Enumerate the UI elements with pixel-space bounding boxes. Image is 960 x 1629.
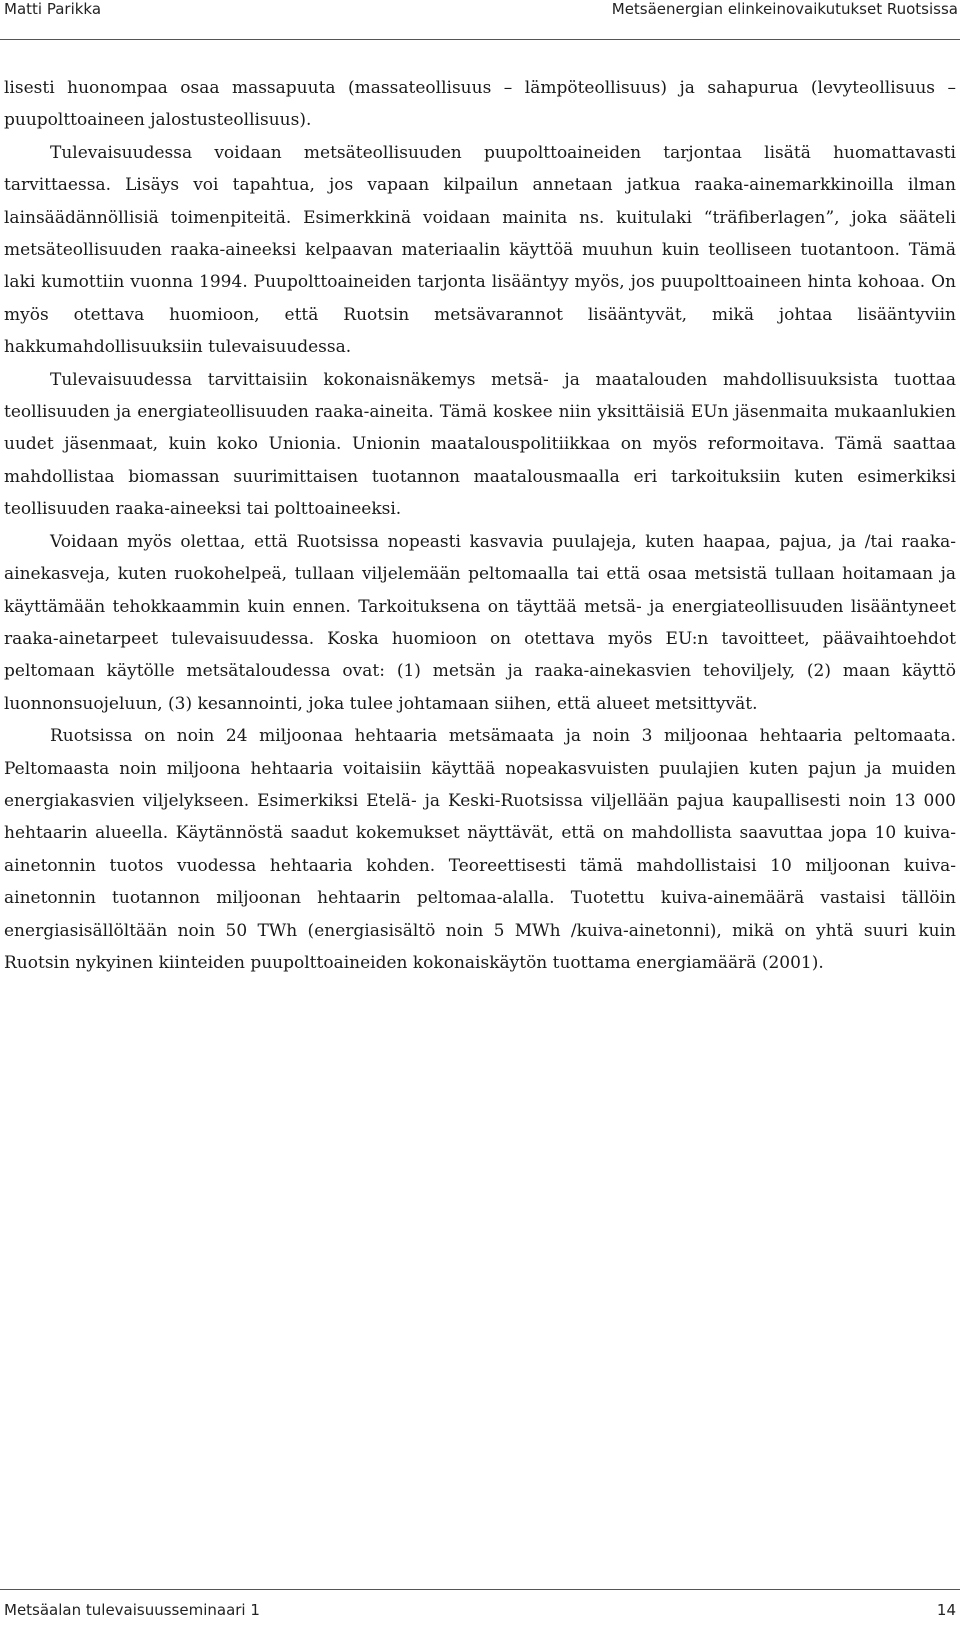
footer-divider [0, 1589, 960, 1590]
footer-series: Metsäalan tulevaisuusseminaari 1 [4, 1601, 260, 1619]
paragraph-3: Tulevaisuudessa tarvittaisiin kokonaisnäkemys metsä- ja maatalouden mahdollisuuksista tuottaa teollisuuden ja energiateollisuuden raaka-aineita. Tämä koskee niin yksittäisiä EUn jäsenmaita mukaanlukien uudet jäsenmaat, kuin koko Unionia. Unionin maatalouspolitiikkaa on myös reformoitava. Tämä saattaa mahdollistaa biomassan suurimittaisen tuotannon maatalousmaalla eri tarkoituksiin kuten esimerkiksi teollisuuden raaka-aineeksi tai polttoaineeksi. [4, 369, 956, 520]
header-author: Matti Parikka [4, 0, 102, 18]
header-divider [0, 39, 960, 40]
header-title: Metsäenergian elinkeinovaikutukset Ruotsissa [611, 0, 958, 18]
paragraph-4: Voidaan myös olettaa, että Ruotsissa nopeasti kasvavia puulajeja, kuten haapaa, pajua, ja /tai raaka-ainekasveja, kuten ruokohelpeä, tullaan viljelemään peltomaalla tai että osaa metsistä tullaan hoitamaan ja käyttämään tehokkaammin kuin ennen. Tarkoituksena on täyttää metsä- ja energiateollisuuden lisääntyneet raaka-ainetarpeet tulevaisuudessa. Koska huomioon on otettava myös EU:n tavoitteet, päävaihtoehdot peltomaan käytölle metsätaloudessa ovat: (1) metsän ja raaka-ainekasvien tehoviljely, (2) maan käyttö luonnonsuojeluun, (3) kesannointi, joka tulee johtamaan siihen, että alueet metsittyvät. [4, 531, 956, 714]
document-body [4, 72, 956, 979]
paragraph-2: Tulevaisuudessa voidaan metsäteollisuuden puupolttoaineiden tarjontaa lisätä huomattavasti tarvittaessa. Lisäys voi tapahtua, jos vapaan kilpailun annetaan jatkua raaka-ainemarkkinoilla ilman lainsäädännöllisiä toimenpiteitä. Esimerkkinä voidaan mainita ns. kuitulaki “träfiberlagen”, joka sääteli metsäteollisuuden raaka-aineeksi kelpaavan materiaalin käyttöä muuhun kuin teolliseen tuotantoon. Tämä laki kumottiin vuonna 1994. Puupolttoaineiden tarjonta lisääntyy myös, jos puupolttoaineen hinta kohoaa. On myös otettava huomioon, että Ruotsin metsävarannot lisääntyvät, mikä johtaa lisääntyviin hakkumahdollisuuksiin tulevaisuudessa. [4, 142, 956, 358]
page-footer [0, 1601, 960, 1625]
page-header [0, 0, 960, 30]
page-number: 14 [936, 1601, 956, 1619]
paragraph-1: lisesti huonompaa osaa massapuuta (massateollisuus – lämpöteollisuus) ja sahapurua (levyteollisuus – puupolttoaineen jalostusteollisuus). [4, 78, 956, 131]
paragraph-5: Ruotsissa on noin 24 miljoonaa hehtaaria metsämaata ja noin 3 miljoonaa hehtaaria peltomaata. Peltomaasta noin miljoona hehtaaria voitaisiin käyttää nopeakasvuisten puulajien kuten pajun ja muiden energiakasvien viljelykseen. Esimerkiksi Etelä- ja Keski-Ruotsissa viljellään pajua kaupallisesti noin 13 000 hehtaarin alueella. Käytännöstä saadut kokemukset näyttävät, että on mahdollista saavuttaa jopa 10 kuiva-ainetonnin tuotos vuodessa hehtaaria kohden. Teoreettisesti tämä mahdollistaisi 10 miljoonan kuiva-ainetonnin tuotannon miljoonan hehtaarin peltomaa-alalla. Tuotettu kuiva-ainemäärä vastaisi tällöin energiasisällöltään noin 50 TWh (energiasisältö noin 5 MWh /kuiva-ainetonni), mikä on yhtä suuri kuin Ruotsin nykyinen kiinteiden puupolttoaineiden kokonaiskäytön tuottama energiamäärä (2001). [4, 726, 956, 973]
